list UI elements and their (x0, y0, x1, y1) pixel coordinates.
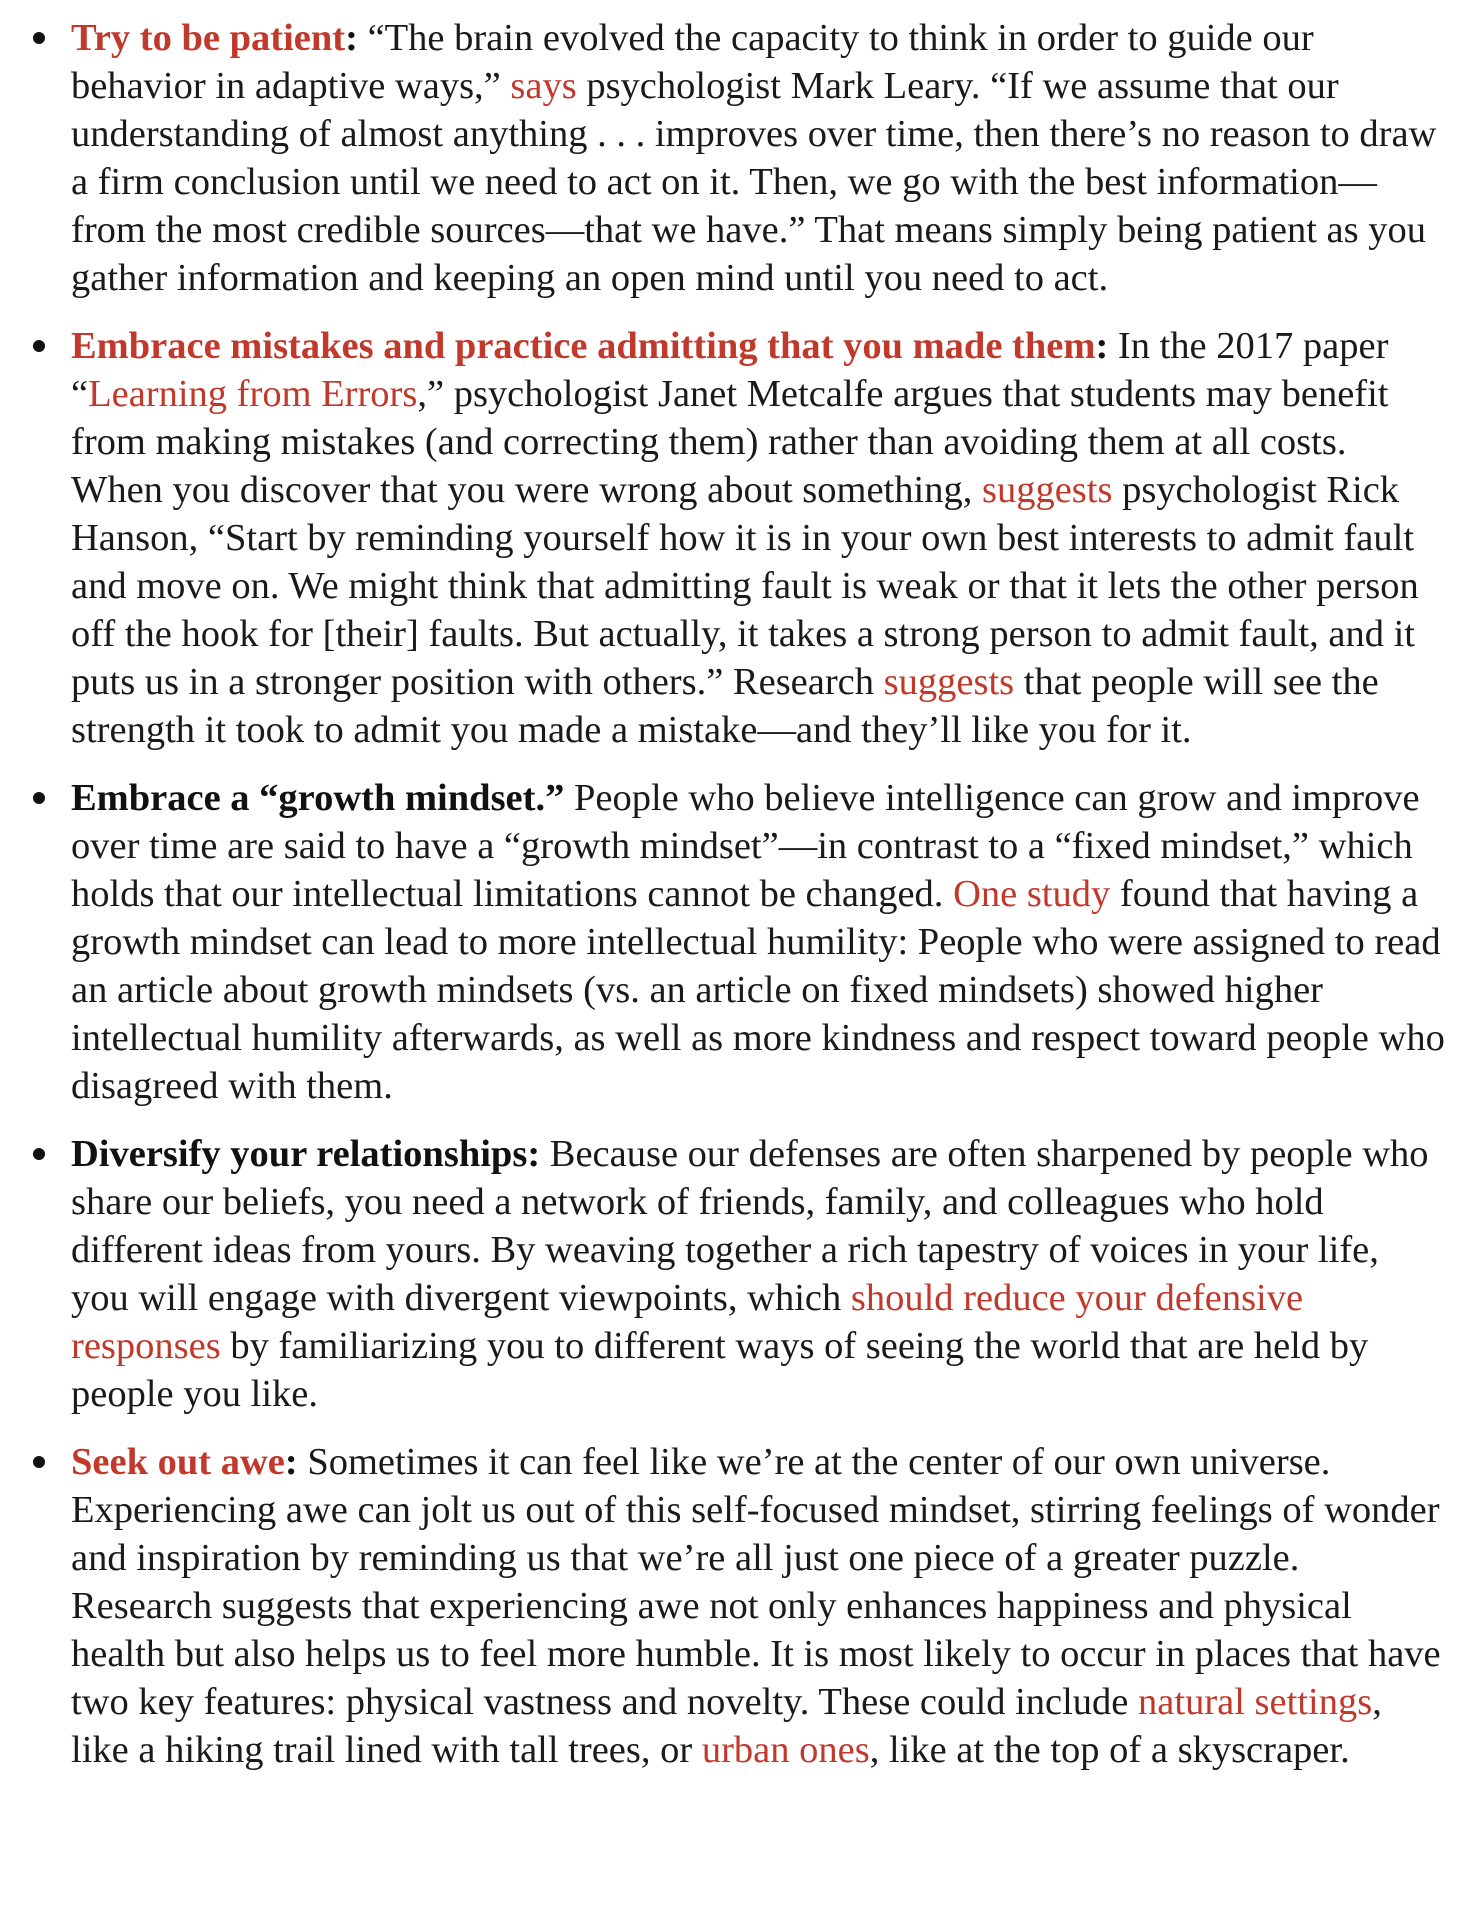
inline-link[interactable]: natural settings (1138, 1681, 1373, 1723)
inline-link[interactable]: suggests (981, 469, 1113, 511)
bullet-icon (33, 792, 45, 804)
tip-text: that people will see the strength it took to admit you made a mistake—and they’ll like you for it. (71, 661, 1379, 751)
tip-heading-colon: : (284, 1441, 298, 1483)
tip-heading: Embrace a “growth mindset.” (71, 777, 565, 819)
tip-text: , like at the top of a skyscraper. (869, 1729, 1350, 1771)
list-item (71, 14, 1446, 302)
tip-heading-link[interactable]: Seek out awe (71, 1441, 285, 1483)
bullet-icon (33, 32, 45, 44)
tip-heading: Diversify your relationships: (71, 1133, 541, 1175)
tip-text: People who believe intelligence can grow and improve over time are said to have a “growth mindset”—in contrast to a “fixed mindset,” which holds that our intellectual limitations cannot be changed. (71, 777, 1420, 915)
bullet-icon (33, 1148, 45, 1160)
inline-link[interactable]: suggests (883, 661, 1015, 703)
tip-heading-colon: : (345, 17, 358, 59)
inline-link[interactable]: One study (953, 873, 1111, 915)
tip-text: In the 2017 paper “ (71, 325, 1389, 415)
inline-link[interactable]: urban ones (701, 1729, 870, 1771)
tips-list (0, 14, 1446, 1774)
tip-heading-link[interactable]: Embrace mistakes and practice admitting that you made them (71, 325, 1096, 367)
list-item (71, 322, 1446, 754)
tip-text: psychologist Mark Leary. “If we assume that our understanding of almost anything . . . improves over time, then there’s no reason to draw a firm conclusion until we need to act on it. Then, we go with the best information—from the most credible sources—that we have.” That means simply being patient as you gather information and keeping an open mind until you need to act. (71, 65, 1437, 299)
bullet-icon (33, 340, 45, 352)
tip-text: Sometimes it can feel like we’re at the center of our own universe. Experiencing awe can jolt us out of this self-focused mindset, stirring feelings of wonder and inspiration by reminding us that we’re all just one piece of a greater puzzle. Research suggests that experiencing awe not only enhances happiness and physical health but also helps us to feel more humble. It is most likely to occur in places that have two key features: physical vastness and novelty. These could include (71, 1441, 1441, 1723)
list-item (71, 774, 1446, 1110)
inline-link[interactable]: says (510, 65, 577, 107)
tip-text: psychologist Rick Hanson, “Start by reminding yourself how it is in your own best interests to admit fault and move on. We might think that admitting fault is weak or that it lets the other person off the hook for [their] faults. But actually, it takes a strong person to admit fault, and it puts us in a stronger position with others.” Research (71, 469, 1419, 703)
tip-text: found that having a growth mindset can lead to more intellectual humility: People who were assigned to read an article about growth mindsets (vs. an article on fixed mindsets) showed higher intellectual humility afterwards, as well as more kindness and respect toward people who disagreed with them. (71, 873, 1445, 1107)
tip-text: by familiarizing you to different ways of seeing the world that are held by people you like. (71, 1325, 1369, 1415)
tip-text: Because our defenses are often sharpened by people who share our beliefs, you need a network of friends, family, and colleagues who hold different ideas from yours. By weaving together a rich tapestry of voices in your life, you will engage with divergent viewpoints, which (71, 1133, 1429, 1319)
tip-text: ,” psychologist Janet Metcalfe argues that students may benefit from making mistakes (and correcting them) rather than avoiding them at all costs. When you discover that you were wrong about something, (71, 373, 1389, 511)
inline-link[interactable]: Learning from Errors (88, 373, 418, 415)
bullet-icon (33, 1456, 45, 1468)
tip-text: “The brain evolved the capacity to think in order to guide our behavior in adaptive ways,” (71, 17, 1314, 107)
list-item (71, 1438, 1446, 1774)
list-item (71, 1130, 1446, 1418)
article-body (0, 14, 1482, 1794)
tip-heading-link[interactable]: Try to be patient (71, 17, 346, 59)
inline-link[interactable]: should reduce your defensive responses (71, 1277, 1304, 1367)
tip-text: , like a hiking trail lined with tall trees, or (71, 1681, 1382, 1771)
tip-heading-colon: : (1095, 325, 1109, 367)
